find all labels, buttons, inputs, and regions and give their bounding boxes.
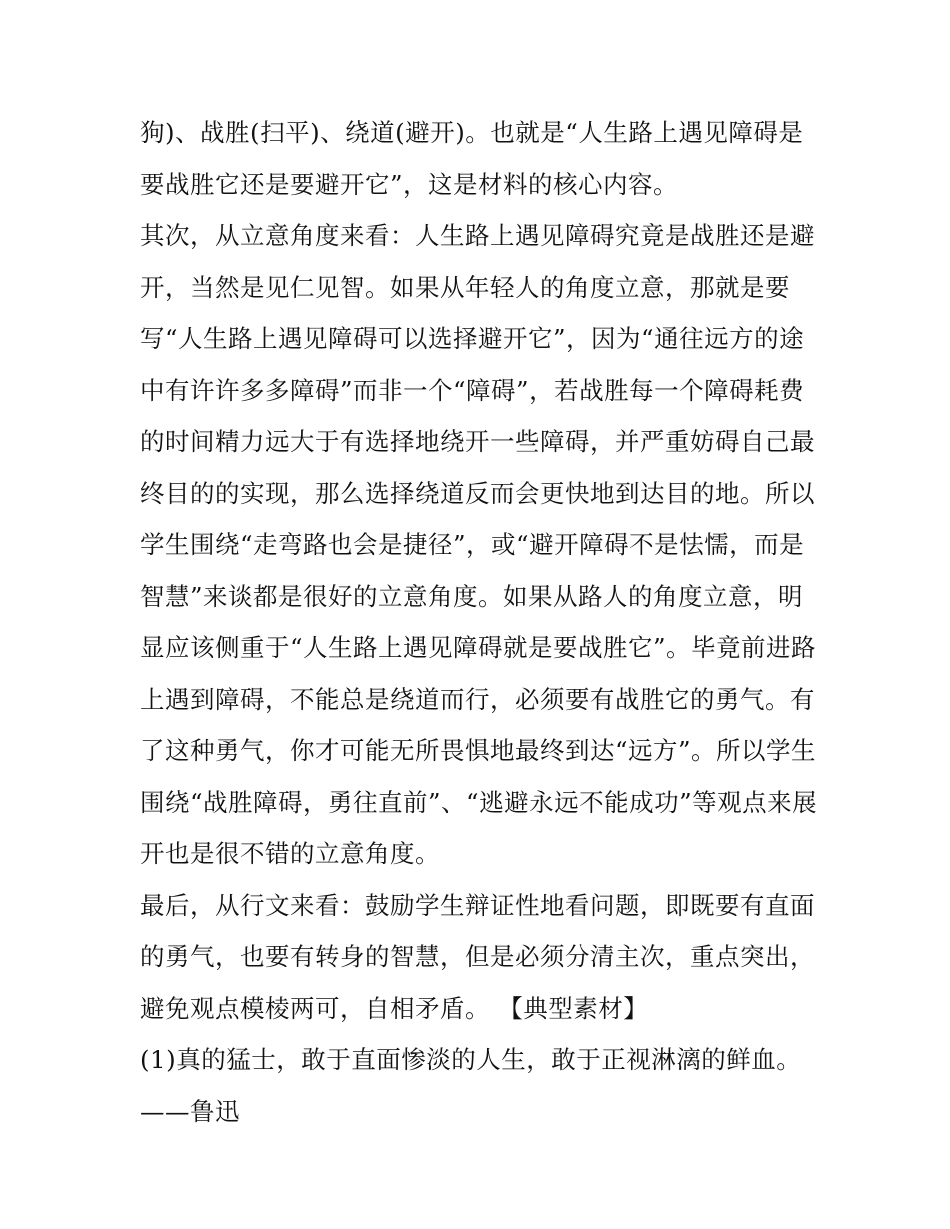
text-line-14: 围绕“战胜障碍，勇往直前”、“逃避永远不能成功”等观点来展: [140, 787, 818, 817]
text-line-10: 智慧”来谈都是很好的立意角度。如果从路人的角度立意，明: [140, 581, 804, 611]
text-line-5: 写“人生路上遇见障碍可以选择避开它”，因为“通往远方的途: [140, 324, 805, 353]
text-line-3: 其次，从立意角度来看：人生路上遇见障碍究竟是战胜还是避: [140, 221, 815, 250]
text-line-15: 开也是很不错的立意角度。: [140, 839, 440, 868]
text-line-6: 中有许许多多障碍”而非一个“障碍”，若战胜每一个障碍耗费: [140, 375, 805, 405]
text-line-16: 最后，从行文来看：鼓励学生辩证性地看问题，即既要有直面: [140, 890, 815, 920]
body-text: [140, 107, 820, 1137]
text-line-7: 的时间精力远大于有选择地绕开一些障碍，并严重妨碍自己最: [140, 427, 815, 456]
text-line-12: 上遇到障碍，不能总是绕道而行，必须要有战胜它的勇气。有: [140, 684, 815, 714]
text-line-8: 终目的的实现，那么选择绕道反而会更快地到达目的地。所以: [140, 478, 815, 508]
text-line-17: 的勇气，也要有转身的智慧，但是必须分清主次，重点突出，: [140, 942, 815, 971]
text-line-18: 避免观点模棱两可，自相矛盾。 【典型素材】: [140, 993, 649, 1023]
text-line-4: 开，当然是见仁见智。如果从年轻人的角度立意，那就是要: [140, 272, 790, 302]
text-line-1: 狗)、战胜(扫平)、绕道(避开)。也就是“人生路上遇见障碍是: [140, 118, 804, 147]
text-line-19: (1)真的猛士，敢于直面惨淡的人生，敢于正视淋漓的鲜血。: [140, 1045, 802, 1074]
text-line-2: 要战胜它还是要避开它”，这是材料的核心内容。: [140, 169, 679, 199]
text-line-13: 了这种勇气，你才可能无所畏惧地最终到达“远方”。所以学生: [140, 736, 817, 765]
text-line-11: 显应该侧重于“人生路上遇见障碍就是要战胜它”。毕竟前进路: [140, 633, 817, 662]
text-line-20: ——鲁迅: [140, 1096, 240, 1126]
text-line-9: 学生围绕“走弯路也会是捷径”，或“避开障碍不是怯懦，而是: [140, 530, 805, 559]
